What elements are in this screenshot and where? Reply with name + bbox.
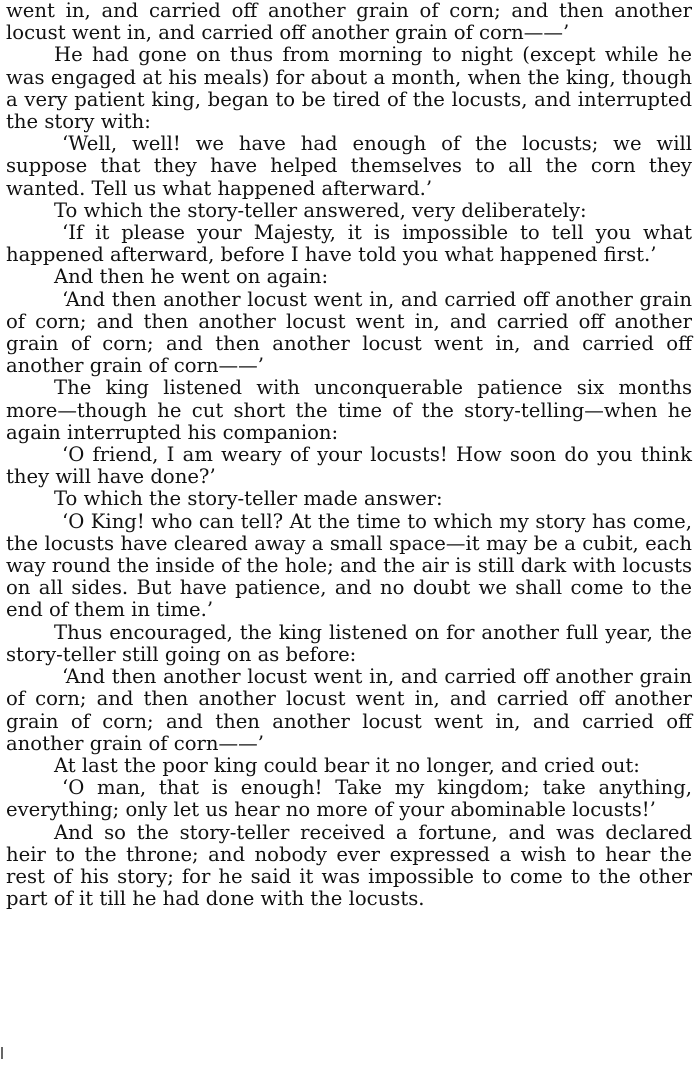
paragraph-quote: ‘O friend, I am weary of your locusts! How soon do you think they will have done?’ — [6, 443, 692, 489]
paragraph-quote: ‘O King! who can tell? At the time to which my story has come, the locusts have cleared away a small space—it may be a cubit, each way round the inside of the hole; and the air is still dark with locusts on all sides. But have patience, and no doubt we shall come to the end of them in time.’ — [6, 509, 692, 622]
paragraph-narration: Thus encouraged, the king listened on for another full year, the story-teller still going on as before: — [6, 620, 692, 666]
paragraph-narration: To which the story-teller answered, very deliberately: — [54, 198, 587, 222]
document-page — [6, 0, 692, 910]
paragraph-narration: And so the story-teller received a fortune, and was declared heir to the throne; and nobody ever expressed a wish to hear the rest of his story; for he said it was impossible to come to the other part of it till he had done with the locusts. — [6, 820, 692, 911]
paragraph-quote: ‘Well, well! we have had enough of the locusts; we will suppose that they have helped themselves to all the corn they wanted. Tell us what happened afterward.’ — [6, 132, 692, 200]
paragraph-quote: ‘And then another locust went in, and carried off another grain of corn; and then another locust went in, and carried off another grain of corn; and then another locust went in, and carried off another grain of corn——’ — [6, 287, 692, 378]
margin-rule-mark — [1, 1047, 3, 1059]
paragraph-continuation: went in, and carried off another grain of corn; and then another locust went in, and carried off another grain of corn——’ — [6, 0, 692, 45]
paragraph-quote: ‘And then another locust went in, and carried off another grain of corn; and then another locust went in, and carried off another grain of corn; and then another locust went in, and carried off another grain of corn——’ — [6, 665, 692, 755]
paragraph-narration: To which the story-teller made answer: — [54, 487, 443, 511]
paragraph-narration: At last the poor king could bear it no longer, and cried out: — [54, 753, 640, 777]
paragraph-narration: The king listened with unconquerable patience six months more—though he cut short the time of the story-telling—when he again interrupted his companion: — [6, 376, 692, 444]
paragraph-quote: ‘O man, that is enough! Take my kingdom; take anything, everything; only let us hear no more of your abominable locusts!’ — [6, 776, 692, 822]
paragraph-narration: And then he went on again: — [54, 265, 329, 289]
paragraph-narration: He had gone on thus from morning to night (except while he was engaged at his meals) for about a month, when the king, though a very patient king, began to be tired of the locusts, and interrupted the story with: — [6, 43, 692, 134]
paragraph-quote: ‘If it please your Majesty, it is impossible to tell you what happened afterward, before I have told you what happened first.’ — [6, 221, 692, 267]
